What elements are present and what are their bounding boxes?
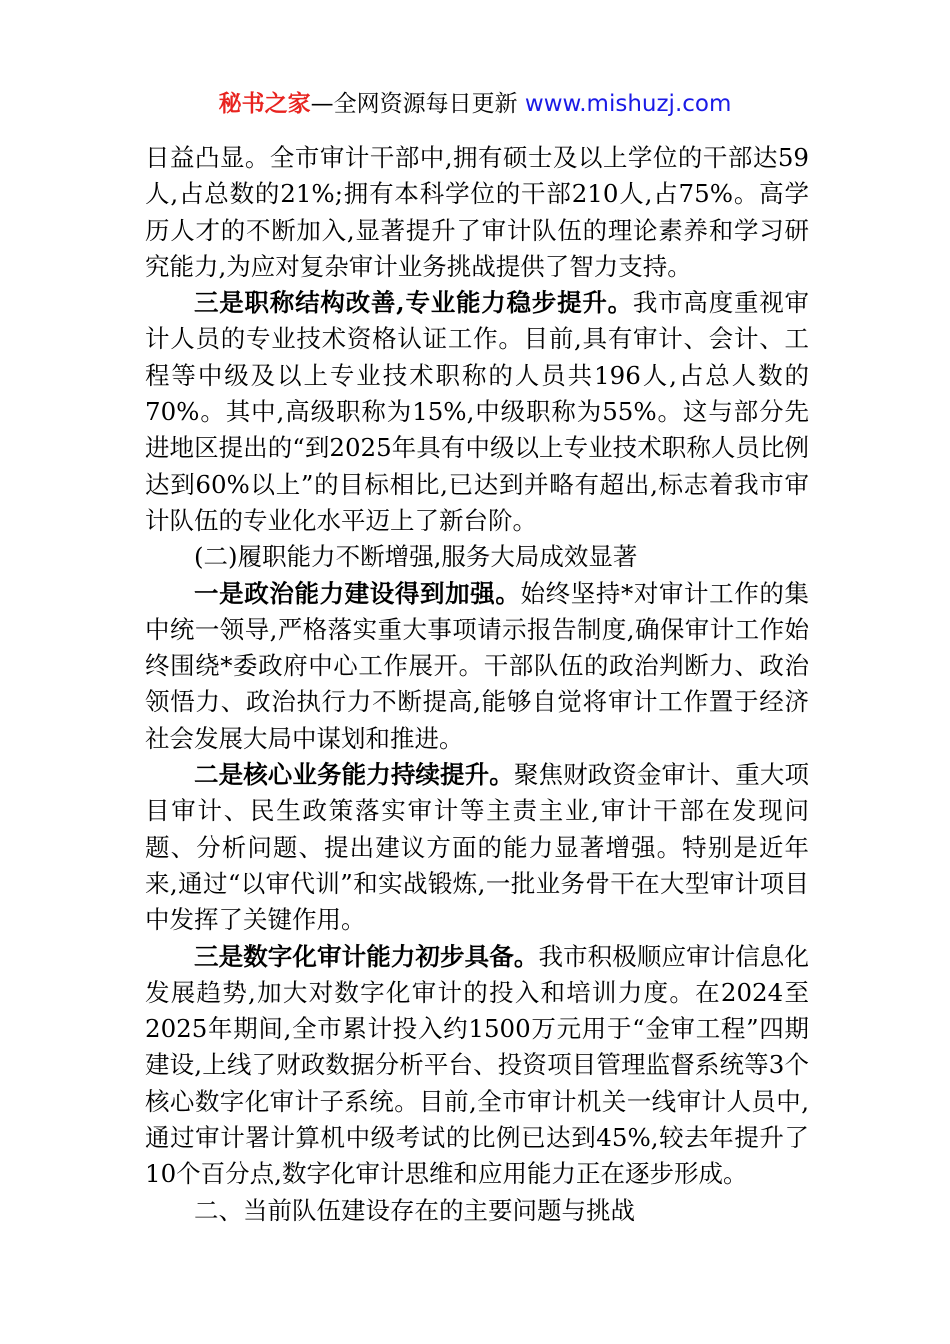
paragraph-lead: 三是数字化审计能力初步具备。 (194, 941, 539, 971)
section-heading-problems (145, 1193, 809, 1229)
header-tagline: —全网资源每日更新 (310, 91, 525, 117)
document-body (145, 140, 809, 1229)
site-header (0, 88, 950, 120)
paragraph-core-business (145, 757, 809, 938)
paragraph-text: 日益凸显。全市审计干部中,拥有硕士及以上学位的干部达59人,占总数的21%;拥有本科学位的干部210人,占75%。高学历人才的不断加入,显著提升了审计队伍的理论素养和学习研究能力,为应对复杂审计业务挑战提供了智力支持。 (145, 143, 809, 281)
brand-name: 秘书之家 (218, 91, 311, 117)
paragraph-text: 聚焦财政资金审计、重大项目审计、民生政策落实审计等主责主业,审计干部在发现问题、分析问题、提出建议方面的能力显著增强。特别是近年来,通过“以审代训”和实战锻炼,一批业务骨干在大型审计项目中发挥了关键作用。 (145, 760, 810, 935)
paragraph-title-structure (145, 285, 809, 539)
paragraph-lead: 一是政治能力建设得到加强。 (194, 578, 521, 608)
paragraph-political-ability (145, 576, 809, 757)
paragraph-text: 我市积极顺应审计信息化发展趋势,加大对数字化审计的投入和培训力度。在2024至2025年期间,全市累计投入约1500万元用于“金审工程”四期建设,上线了财政数据分析平台、投资项目管理监督系统等3个核心数字化审计子系统。目前,全市审计机关一线审计人员中,通过审计署计算机中级考试的比例已达到45%,较去年提升了10个百分点,数字化审计思维和应用能力正在逐步形成。 (145, 941, 810, 1189)
section-heading-performance (145, 539, 809, 575)
paragraph-text: 始终坚持*对审计工作的集中统一领导,严格落实重大事项请示报告制度,确保审计工作始终围绕*委政府中心工作展开。干部队伍的政治判断力、政治领悟力、政治执行力不断提高,能够自觉将审计工作置于经济社会发展大局中谋划和推进。 (145, 578, 810, 753)
site-url[interactable]: www.mishuzj.com (524, 91, 732, 117)
paragraph-continuation (145, 140, 809, 285)
paragraph-digital-audit (145, 939, 809, 1193)
heading-text: 二、当前队伍建设存在的主要问题与挑战 (194, 1195, 635, 1225)
paragraph-lead: 二是核心业务能力持续提升。 (194, 760, 514, 790)
heading-text: (二)履职能力不断增强,服务大局成效显著 (194, 542, 638, 572)
paragraph-text: 我市高度重视审计人员的专业技术资格认证工作。目前,具有审计、会计、工程等中级及以上专业技术职称的人员共196人,占总人数的70%。其中,高级职称为15%,中级职称为55%。这与部分先进地区提出的“到2025年具有中级以上专业技术职称人员比例达到60%以上”的目标相比,已达到并略有超出,标志着我市审计队伍的专业化水平迈上了新台阶。 (145, 288, 810, 535)
paragraph-lead: 三是职称结构改善,专业能力稳步提升。 (194, 288, 633, 318)
